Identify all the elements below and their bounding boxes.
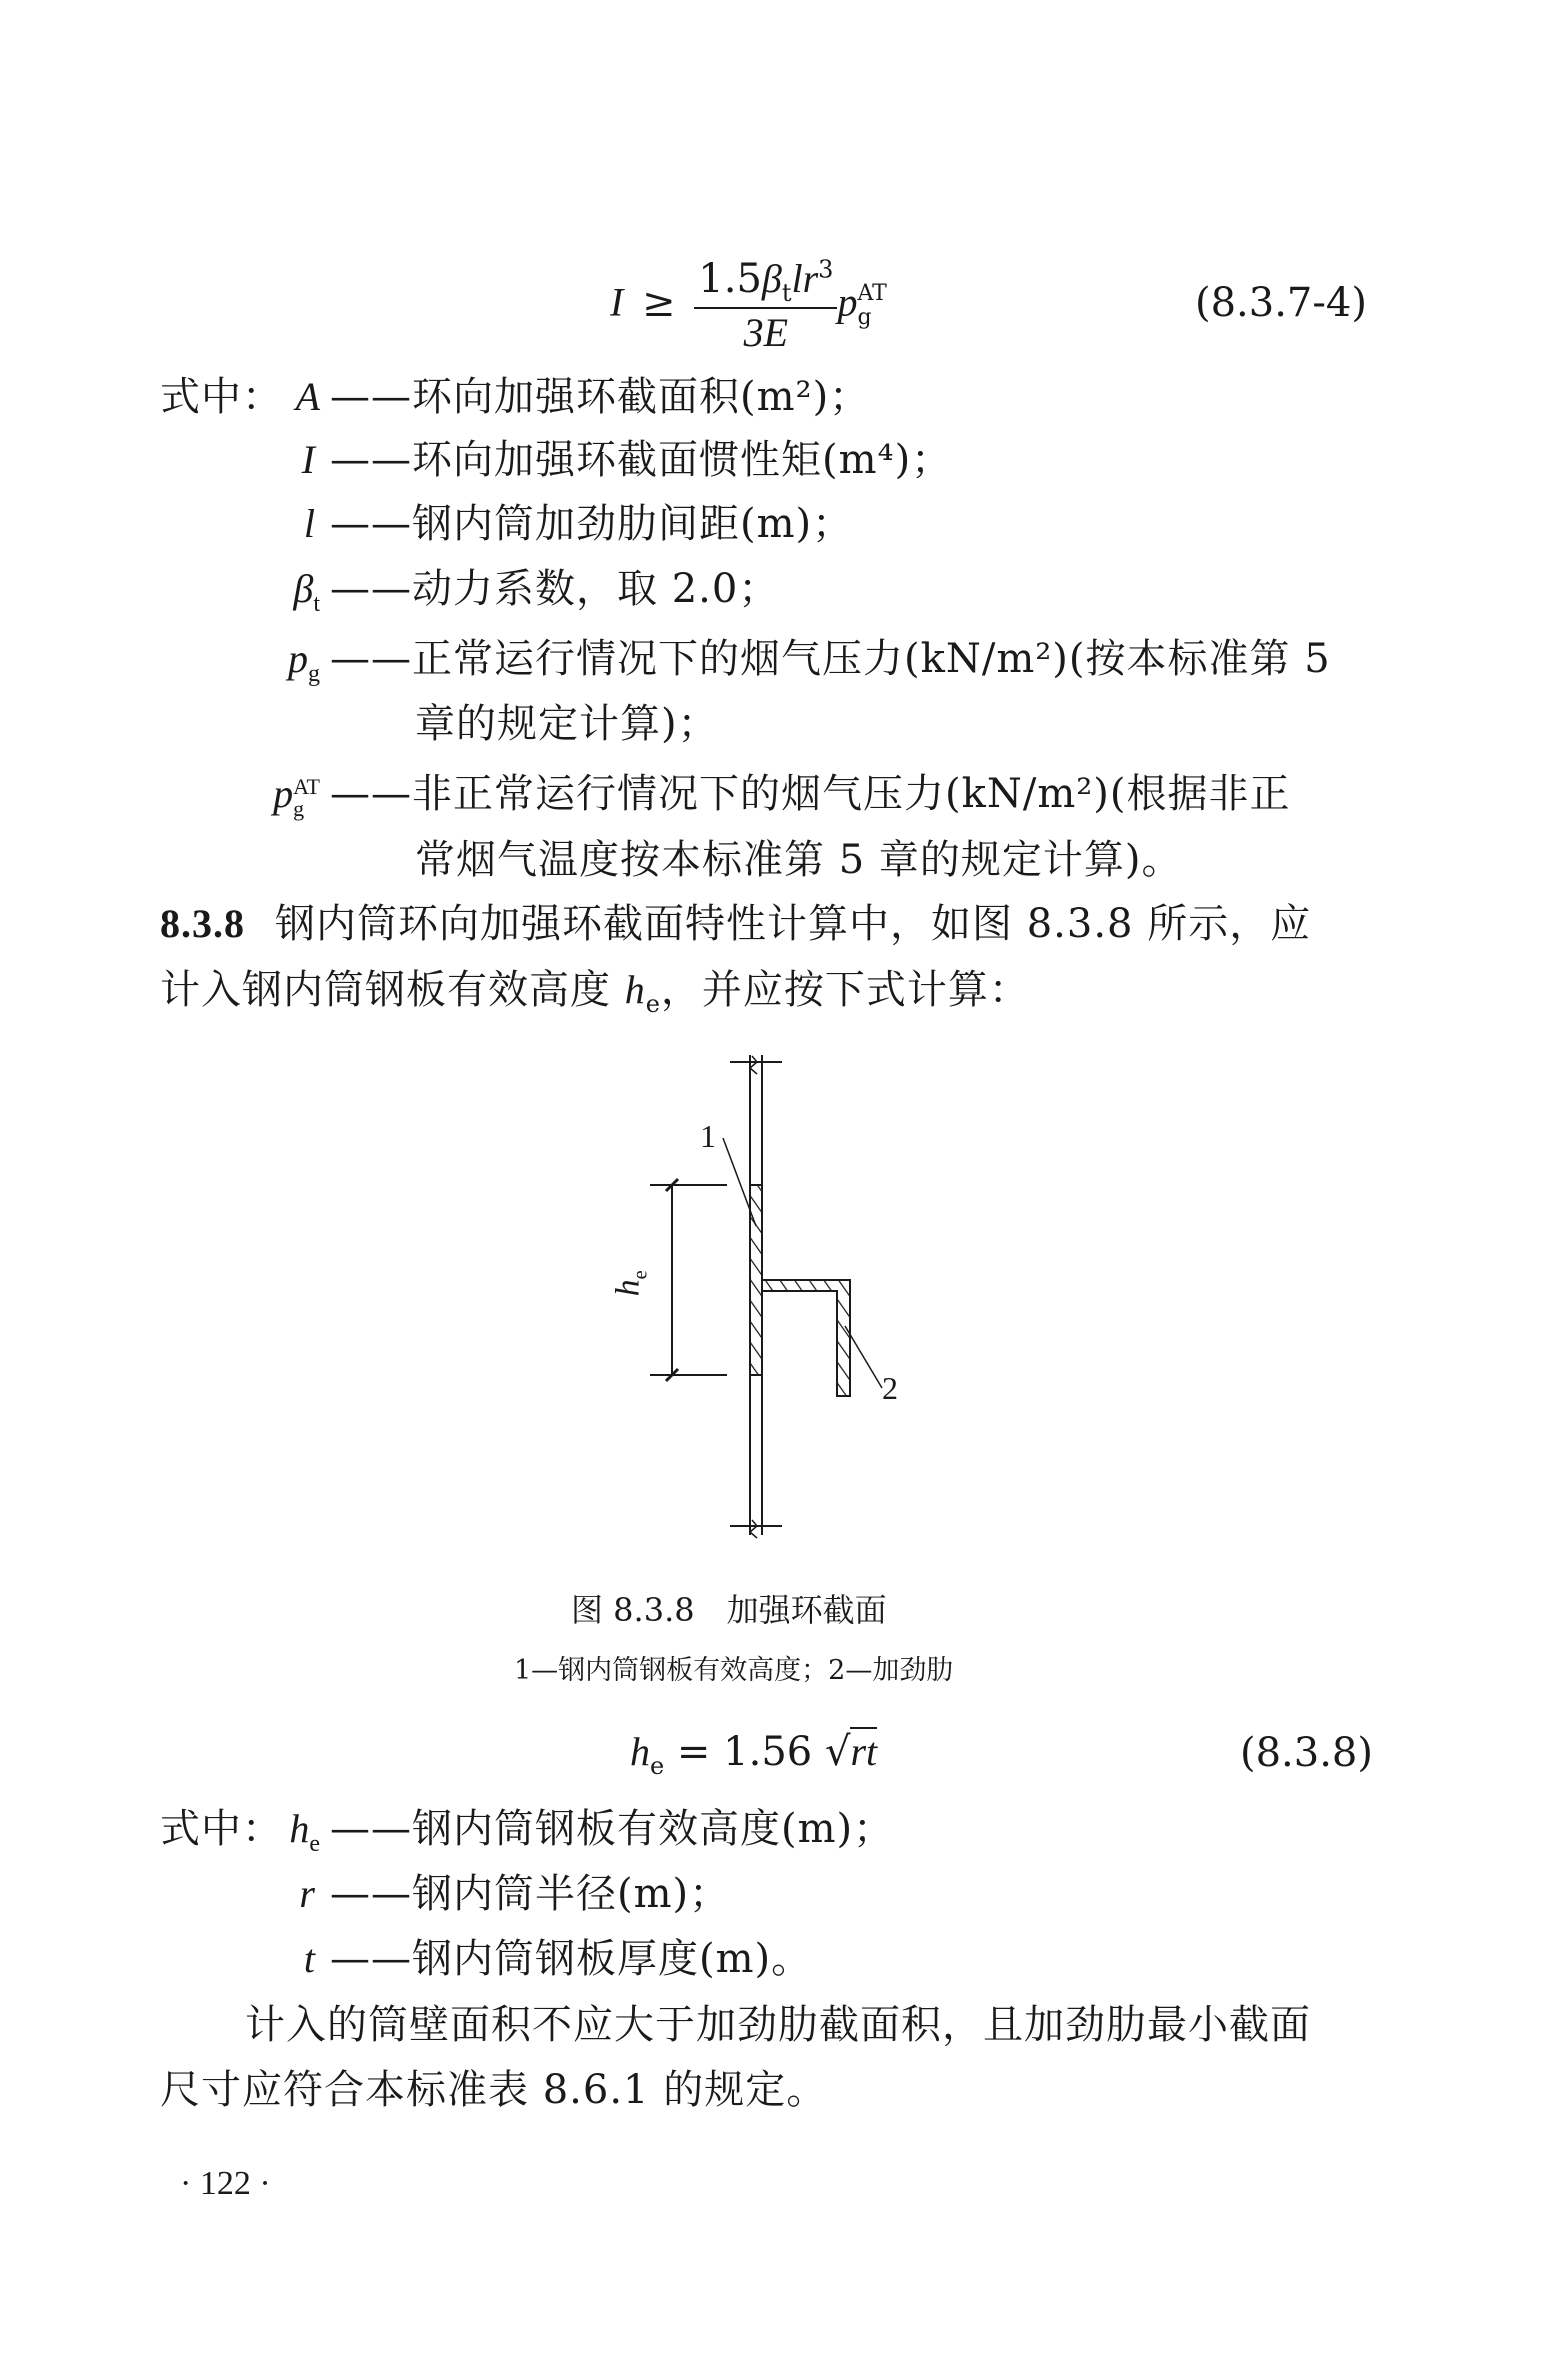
eq-relation: ≥ [642,279,676,326]
equation-number: (8.3.7-4) [1195,280,1367,326]
where-prefix: 式中： [160,374,283,420]
page-number: · 122 · [180,2165,271,2202]
figure-dim-label-he: $h_e$ [609,1270,652,1297]
def-p-g-at-cont: 常烟气温度按本标准第 5 章的规定计算)。 [415,837,1183,883]
def-p-g-cont: 章的规定计算)； [415,701,719,747]
symbol-p-g-at: p AT g [273,771,320,821]
equation-number-8-3-8: (8.3.8) [1240,1730,1373,1776]
figure-label-1: 1 [700,1118,716,1154]
symbol-beta-t: $\beta_t$ [293,566,320,617]
where-prefix-2: 式中： [160,1806,283,1852]
symbol-r: r [299,1871,315,1916]
clause-8-3-8-line2: 计入钢内筒钢板有效高度 $h_e$，并应按下式计算： [160,967,1030,1018]
symbol-A: A [295,374,320,419]
eq-lhs: I [610,279,624,325]
def-beta-t: ——动力系数，取 2.0； [330,566,780,612]
def-r: ——钢内筒半径(m)； [330,1871,731,1917]
eq-fraction: $\frac{1.5\beta_tlr^3}{3E}$ [694,255,837,356]
def-p-g: ——正常运行情况下的烟气压力(kN/m²)(按本标准第 5 [330,636,1331,682]
figure-label-2: 2 [882,1370,898,1406]
figure-caption: 图 8.3.8 加强环截面 [571,1591,887,1629]
def-A: ——环向加强环截面积(m²)； [330,374,871,420]
figure-legend: 1—钢内筒钢板有效高度；2—加劲肋 [514,1655,954,1686]
paragraph-line-1: 计入的筒壁面积不应大于加劲肋截面积，且加劲肋最小截面 [245,2002,1311,2048]
symbol-h-e: $h_e$ [289,1806,320,1857]
clause-8-3-8: 8.3.8 钢内筒环向加强环截面特性计算中，如图 8.3.8 所示，应 [160,901,1312,947]
def-l: ——钢内筒加劲肋间距(m)； [330,501,854,547]
symbol-l: l [303,501,315,546]
symbol-p-g: $p_g$ [288,636,320,687]
symbol-t: t [303,1936,315,1981]
def-h-e: ——钢内筒钢板有效高度(m)； [330,1806,895,1852]
def-t: ——钢内筒钢板厚度(m)。 [330,1936,813,1982]
def-p-g-at: ——非正常运行情况下的烟气压力(kN/m²)(根据非正 [330,771,1291,817]
equation-8-3-8: $h_e = 1.56$ √rt [630,1729,878,1780]
sqrt-sign: √ [824,1729,851,1775]
paragraph-line-2: 尺寸应符合本标准表 8.6.1 的规定。 [160,2067,828,2113]
def-I: ——环向加强环截面惯性矩(m⁴)； [330,437,953,483]
clause-number: 8.3.8 [160,901,245,946]
equation-8-3-7-4: I ≥ $\frac{1.5\beta_tlr^3}{3E}$ p AT g [610,255,887,355]
symbol-I: I [301,437,315,482]
